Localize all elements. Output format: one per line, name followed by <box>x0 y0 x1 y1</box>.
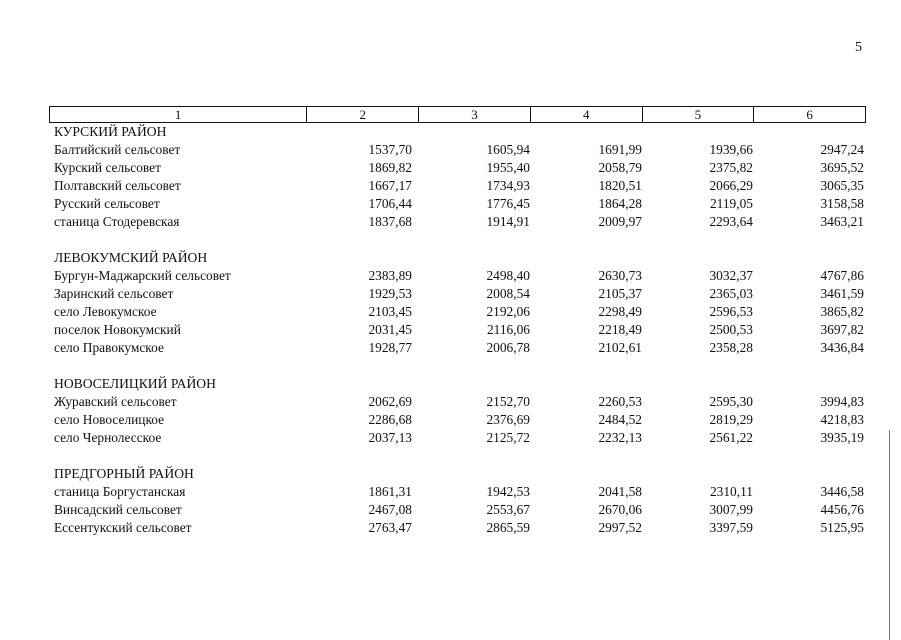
value-cell-col-6: 3697,82 <box>820 322 864 337</box>
settlement-name: Балтийский сельсовет <box>54 142 181 157</box>
value-cell-col-5: 3007,99 <box>709 502 753 517</box>
value-cell-col-5: 2066,29 <box>709 178 753 193</box>
value-cell-col-2: 2103,45 <box>368 304 412 319</box>
table-row <box>49 213 866 231</box>
value-cell-col-3: 2553,67 <box>486 502 530 517</box>
table-row <box>49 429 866 447</box>
value-cell-col-6: 3935,19 <box>820 430 864 445</box>
table-body <box>49 123 866 555</box>
district-title: КУРСКИЙ РАЙОН <box>54 124 167 139</box>
value-cell-col-6: 3065,35 <box>820 178 864 193</box>
value-cell-col-2: 2037,13 <box>368 430 412 445</box>
value-cell-col-2: 1928,77 <box>368 340 412 355</box>
column-header-3: 3 <box>419 107 531 122</box>
value-cell-col-5: 2310,11 <box>709 484 753 499</box>
table-row <box>49 267 866 285</box>
value-cell-col-5: 1939,66 <box>709 142 753 157</box>
value-cell-col-4: 2218,49 <box>598 322 642 337</box>
value-cell-col-2: 2031,45 <box>368 322 412 337</box>
value-cell-col-4: 2484,52 <box>598 412 642 427</box>
value-cell-col-6: 4456,76 <box>820 502 864 517</box>
settlement-name: Полтавский сельсовет <box>54 178 181 193</box>
value-cell-col-2: 2467,08 <box>368 502 412 517</box>
value-cell-col-4: 2041,58 <box>598 484 642 499</box>
table-row <box>49 519 866 537</box>
value-cell-col-4: 2105,37 <box>598 286 642 301</box>
table-row <box>49 501 866 519</box>
page-number: 5 <box>855 40 862 55</box>
value-cell-col-2: 1929,53 <box>368 286 412 301</box>
value-cell-col-2: 1537,70 <box>368 142 412 157</box>
table-row <box>49 177 866 195</box>
value-cell-col-2: 2763,47 <box>368 520 412 535</box>
page-edge-divider <box>889 430 890 640</box>
value-cell-col-6: 3865,82 <box>820 304 864 319</box>
value-cell-col-5: 2819,29 <box>709 412 753 427</box>
value-cell-col-3: 2498,40 <box>486 268 530 283</box>
value-cell-col-4: 2058,79 <box>598 160 642 175</box>
district-section <box>49 465 866 537</box>
settlement-name: село Чернолесское <box>54 430 162 445</box>
district-section <box>49 123 866 231</box>
value-cell-col-3: 2008,54 <box>486 286 530 301</box>
value-cell-col-3: 1605,94 <box>486 142 530 157</box>
value-cell-col-3: 1914,91 <box>486 214 530 229</box>
settlement-name: село Левокумское <box>54 304 157 319</box>
table-row <box>49 339 866 357</box>
value-cell-col-4: 1864,28 <box>598 196 642 211</box>
district-section <box>49 249 866 357</box>
value-cell-col-3: 2006,78 <box>486 340 530 355</box>
value-cell-col-3: 2376,69 <box>486 412 530 427</box>
value-cell-col-5: 2500,53 <box>709 322 753 337</box>
value-cell-col-4: 2260,53 <box>598 394 642 409</box>
value-cell-col-3: 2125,72 <box>486 430 530 445</box>
value-cell-col-3: 2152,70 <box>486 394 530 409</box>
value-cell-col-4: 2670,06 <box>598 502 642 517</box>
settlement-name: Бургун-Маджарский сельсовет <box>54 268 231 283</box>
value-cell-col-6: 3446,58 <box>820 484 864 499</box>
settlement-name: Винсадский сельсовет <box>54 502 182 517</box>
column-header-4: 4 <box>531 107 643 122</box>
value-cell-col-5: 3397,59 <box>709 520 753 535</box>
value-cell-col-3: 1955,40 <box>486 160 530 175</box>
value-cell-col-2: 1667,17 <box>368 178 412 193</box>
value-cell-col-6: 3461,59 <box>820 286 864 301</box>
table-row <box>49 159 866 177</box>
value-cell-col-2: 1706,44 <box>368 196 412 211</box>
column-header-1: 1 <box>50 107 307 122</box>
settlement-name: Русский сельсовет <box>54 196 160 211</box>
table-row <box>49 483 866 501</box>
value-cell-col-2: 1869,82 <box>368 160 412 175</box>
value-cell-col-4: 2997,52 <box>598 520 642 535</box>
settlement-name: поселок Новокумский <box>54 322 181 337</box>
district-title: ПРЕДГОРНЫЙ РАЙОН <box>54 466 194 481</box>
value-cell-col-6: 3436,84 <box>820 340 864 355</box>
value-cell-col-5: 2119,05 <box>709 196 753 211</box>
value-cell-col-3: 2116,06 <box>486 322 530 337</box>
value-cell-col-5: 2595,30 <box>709 394 753 409</box>
value-cell-col-2: 2286,68 <box>368 412 412 427</box>
district-title: НОВОСЕЛИЦКИЙ РАЙОН <box>54 376 216 391</box>
value-cell-col-4: 1691,99 <box>598 142 642 157</box>
district-title: ЛЕВОКУМСКИЙ РАЙОН <box>54 250 208 265</box>
column-header-2: 2 <box>307 107 419 122</box>
table-row <box>49 141 866 159</box>
value-cell-col-3: 2192,06 <box>486 304 530 319</box>
column-header-5: 5 <box>643 107 755 122</box>
value-cell-col-4: 2630,73 <box>598 268 642 283</box>
value-cell-col-2: 2383,89 <box>368 268 412 283</box>
value-cell-col-5: 2596,53 <box>709 304 753 319</box>
settlement-name: Журавский сельсовет <box>54 394 177 409</box>
value-cell-col-5: 2293,64 <box>709 214 753 229</box>
value-cell-col-3: 2865,59 <box>486 520 530 535</box>
district-section <box>49 375 866 447</box>
table-row <box>49 285 866 303</box>
value-cell-col-6: 3158,58 <box>820 196 864 211</box>
column-header-6: 6 <box>806 107 813 122</box>
value-cell-col-6: 4218,83 <box>820 412 864 427</box>
value-cell-col-6: 3463,21 <box>820 214 864 229</box>
table-row <box>49 321 866 339</box>
settlement-name: село Правокумское <box>54 340 164 355</box>
settlement-name: Курский сельсовет <box>54 160 161 175</box>
value-cell-col-4: 2102,61 <box>598 340 642 355</box>
value-cell-col-2: 1861,31 <box>368 484 412 499</box>
table-row <box>49 393 866 411</box>
value-cell-col-5: 2561,22 <box>709 430 753 445</box>
table-row <box>49 303 866 321</box>
value-cell-col-4: 2009,97 <box>598 214 642 229</box>
settlement-name: станица Стодеревская <box>54 214 180 229</box>
value-cell-col-2: 1837,68 <box>368 214 412 229</box>
value-cell-col-2: 2062,69 <box>368 394 412 409</box>
value-cell-col-4: 2298,49 <box>598 304 642 319</box>
settlement-name: село Новоселицкое <box>54 412 165 427</box>
table-row <box>49 195 866 213</box>
settlement-name: станица Боргустанская <box>54 484 186 499</box>
table-row <box>49 411 866 429</box>
value-cell-col-6: 3695,52 <box>820 160 864 175</box>
value-cell-col-5: 2375,82 <box>709 160 753 175</box>
value-cell-col-4: 1820,51 <box>598 178 642 193</box>
value-cell-col-5: 2365,03 <box>709 286 753 301</box>
value-cell-col-3: 1942,53 <box>486 484 530 499</box>
value-cell-col-6: 3994,83 <box>820 394 864 409</box>
settlement-name: Заринский сельсовет <box>54 286 174 301</box>
value-cell-col-3: 1776,45 <box>486 196 530 211</box>
value-cell-col-5: 2358,28 <box>709 340 753 355</box>
value-cell-col-4: 2232,13 <box>598 430 642 445</box>
value-cell-col-6: 2947,24 <box>820 142 864 157</box>
table-header-row <box>49 106 866 123</box>
value-cell-col-6: 4767,86 <box>820 268 864 283</box>
settlement-name: Ессентукский сельсовет <box>54 520 192 535</box>
value-cell-col-3: 1734,93 <box>486 178 530 193</box>
value-cell-col-5: 3032,37 <box>709 268 753 283</box>
value-cell-col-6: 5125,95 <box>820 520 864 535</box>
